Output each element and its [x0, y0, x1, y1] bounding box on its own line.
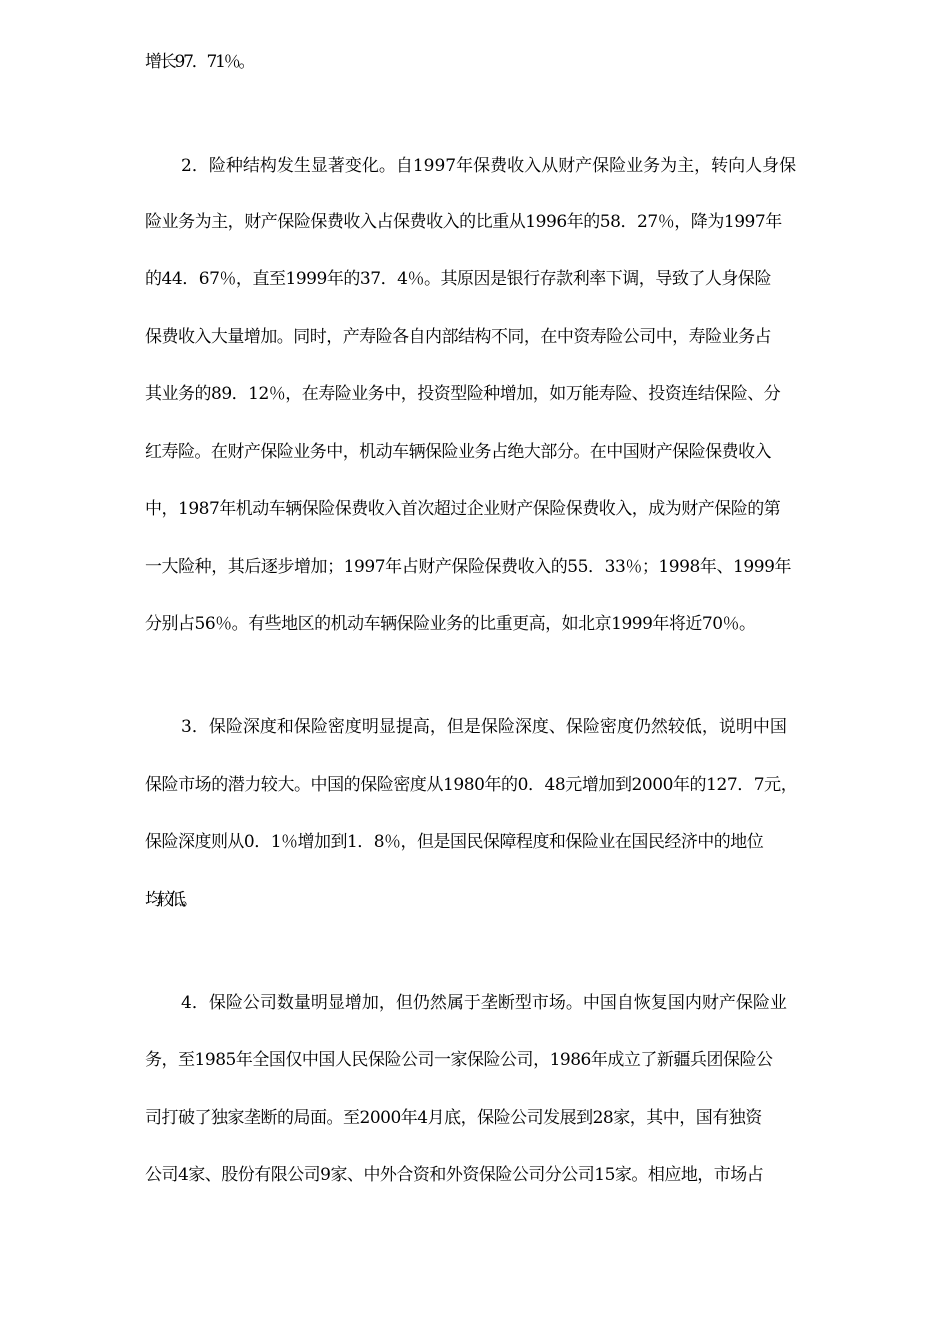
text-line: 增长97．71％。	[145, 52, 254, 72]
text-line: 其业务的89．12％，在寿险业务中，投资型险种增加，如万能寿险、投资连结保险、分	[145, 384, 781, 404]
text-line: 4．保险公司数量明显增加，但仍然属于垄断型市场。中国自恢复国内财产保险业	[181, 993, 787, 1013]
text-line: 务，至1985年全国仅中国人民保险公司一家保险公司，1986年成立了新疆兵团保险公	[145, 1050, 773, 1070]
text-line: 保费收入大量增加。同时，产寿险各自内部结构不同，在中资寿险公司中，寿险业务占	[145, 327, 772, 347]
text-line: 险业务为主，财产保险保费收入占保费收入的比重从1996年的58．27％，降为1997年	[145, 212, 782, 232]
text-line: 公司4家、股份有限公司9家、中外合资和外资保险公司分公司15家。相应地，市场占	[145, 1165, 764, 1185]
text-line: 司打破了独家垄断的局面。至2000年4月底，保险公司发展到28家，其中，国有独资	[145, 1108, 762, 1128]
text-line: 一大险种，其后逐步增加；1997年占财产保险保费收入的55．33％；1998年、1999年	[145, 557, 792, 577]
text-line: 3．保险深度和保险密度明显提高，但是保险深度、保险密度仍然较低，说明中国	[181, 717, 787, 737]
text-line: 中，1987年机动车辆保险保费收入首次超过企业财产保险保费收入，成为财产保险的第	[145, 499, 781, 519]
text-line: 均较低。	[145, 890, 193, 910]
text-line: 保险市场的潜力较大。中国的保险密度从1980年的0．48元增加到2000年的127．7元，	[145, 775, 798, 795]
text-line: 分别占56％。有些地区的机动车辆保险业务的比重更高，如北京1999年将近70％。	[145, 614, 756, 634]
text-line: 的44．67％，直至1999年的37．4％。其原因是银行存款利率下调，导致了人身保险	[145, 269, 771, 289]
text-line: 红寿险。在财产保险业务中，机动车辆保险业务占绝大部分。在中国财产保险保费收入	[145, 442, 772, 462]
text-line: 保险深度则从0．1％增加到1．8％，但是国民保障程度和保险业在国民经济中的地位	[145, 832, 764, 852]
text-line: 2．险种结构发生显著变化。自1997年保费收入从财产保险业务为主，转向人身保	[181, 156, 797, 176]
